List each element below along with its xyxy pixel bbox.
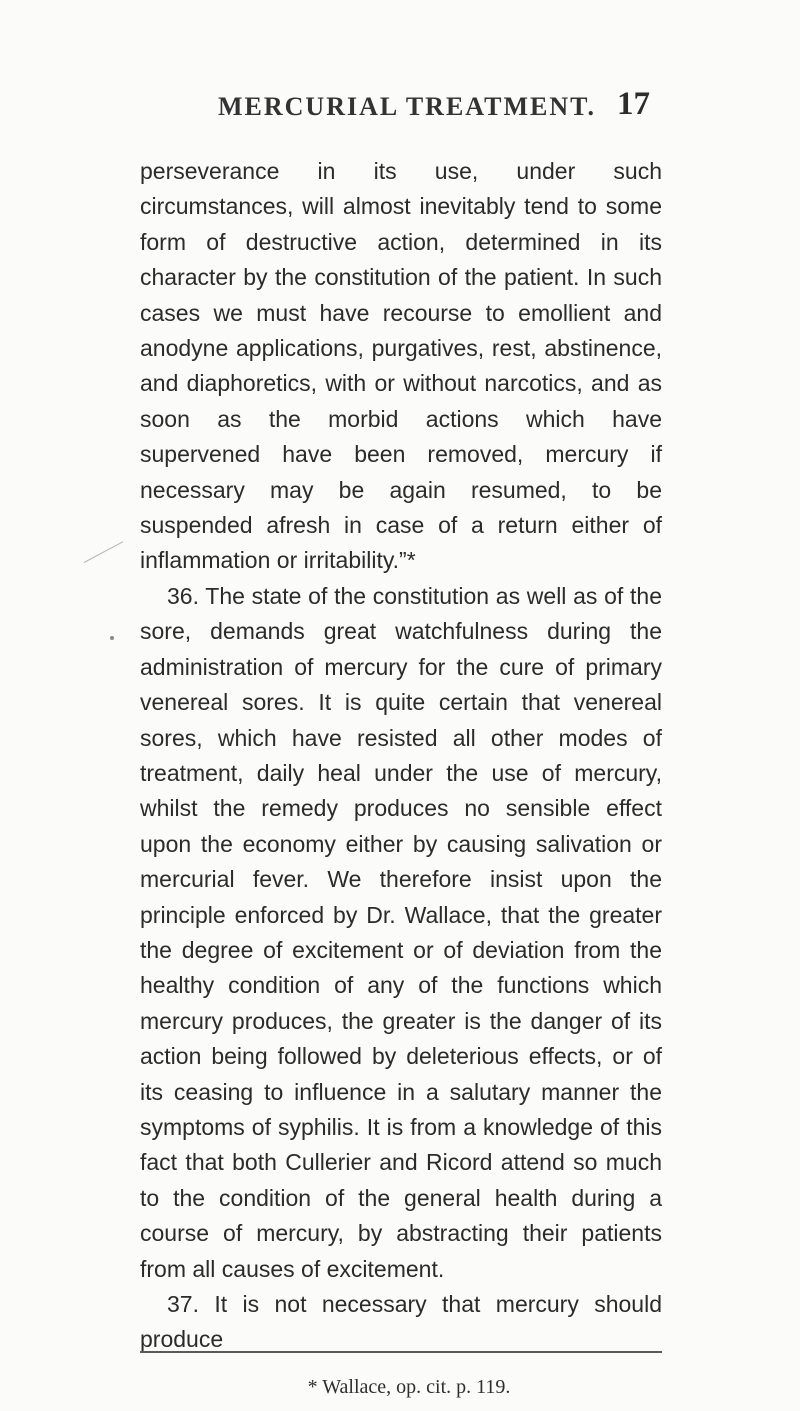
page-number: 17 xyxy=(617,86,650,122)
paragraph-continued: perseverance in its use, under such circumstances, will almost inevitably tend to some form of destructive action, determined in its character by the constitution of the patient. In such cases we must have recourse to emollient and anodyne applications, purgatives, rest, abstinence, and diaphoretics, with or without narcotics, and as soon as the morbid actions which have supervened have been removed, mercury if necessary may be again resumed, to be suspended afresh in case of a return either of inflammation or irritability.”* xyxy=(140,158,662,574)
running-head xyxy=(0,86,800,132)
paragraph-36: 36. The state of the constitution as well as of the sore, demands great watchfulness during the administration of mercury for the cure of primary venereal sores. It is quite certain that venereal sores, which have resisted all other modes of treatment, daily heal under the use of mercury, whilst the remedy produces no sensible effect upon the economy either by causing salivation or mercurial fever. We therefore insist upon the principle enforced by Dr. Wallace, that the greater the degree of excitement or of deviation from the healthy condition of any of the functions which mercury produces, the greater is the danger of its action being followed by deleterious effects, or of its ceasing to influence in a salutary manner the symptoms of syphilis. It is from a knowledge of this fact that both Cullerier and Ricord attend so much to the condition of the general health during a course of mercury, by abstracting their patients from all causes of excitement. xyxy=(140,582,662,1282)
footnote: * Wallace, op. cit. p. 119. xyxy=(307,1376,511,1398)
margin-pencil-mark xyxy=(84,541,123,563)
running-title: MERCURIAL TREATMENT. xyxy=(218,92,597,121)
paragraph-37: 37. It is not necessary that mercury should produce xyxy=(140,1291,662,1353)
margin-dot-mark xyxy=(110,636,114,640)
body-text xyxy=(140,154,662,1358)
footnote-rule xyxy=(140,1351,662,1353)
